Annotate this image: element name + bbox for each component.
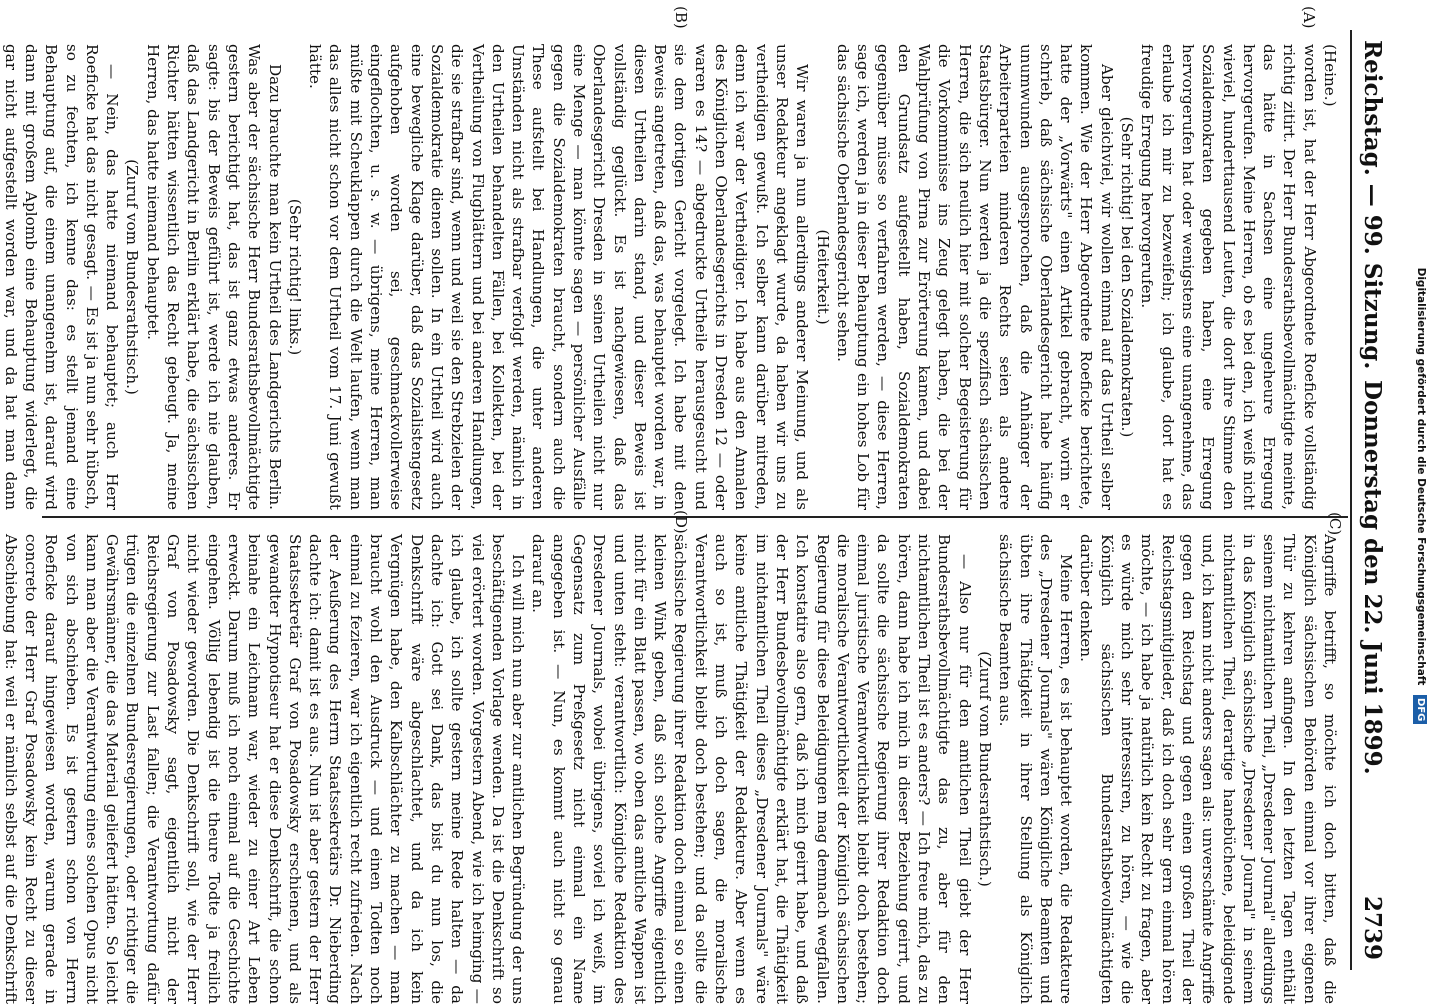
paragraph: Dazu brauchte man kein Urtheil des Landgerichts Berlin. Was aber der sächsische Herr Bundesrathsbevollmächtigte gestern berichtigt hat, das ist ganz etwas anderes. Er sagte: bis der Beweis geführt ist, werde ich nie glauben, daß das Landgericht in Berlin erklärt habe, die sächsischen Richter hätten wissentlich das Recht gebeugt. Ja, meine Herren, das hatte niemand behauptet. bbox=[143, 44, 284, 510]
header-session: Reichstag. — 99. Sitzung. bbox=[1359, 40, 1386, 370]
paragraph: Angriffe betrifft, so möchte ich doch bitten, daß die Königlich sächsischen Behörden einmal vor ihrer eigenen Thür zu kehren anfingen. In den letzten Tagen enthält seinem nichtamtlichen Theil, „Dresdener Journal" allerdings in das Königlich sächsische „Dresdener Journal" in seinem nichtamtlichen Theil, derartige hanebüchene, beleidigende und, ich kann nicht anders sagen als: unverschämte Angriffe gegen den Reichstag und gegen einen großen Theil der Reichstagsmitglieder, daß ich doch sehr gern einmal hören möchte, — ich habe ja natürlich kein Recht zu fragen, aber es würde mich sehr interessiren, zu hören, — wie die Königlich sächsischen Bundesrathsbevollmächtigten darüber denken. bbox=[1077, 534, 1339, 1004]
paragraph: Meine Herren, es ist behauptet worden, die Redakteure des „Dresdener Journals" wären Königliche Beamten und übten ihre Thätigkeit in ihrer Stellung als Königlich sächsische Beamten aus. bbox=[996, 534, 1076, 1004]
margin-marker-b: (B) bbox=[672, 6, 690, 29]
interjection: (Sehr richtig! links.) bbox=[285, 198, 304, 356]
paragraph: (Heine.) bbox=[1321, 44, 1339, 107]
funding-note bbox=[1408, 16, 1432, 976]
interjection: (Heiterkeit.) bbox=[813, 229, 832, 325]
interjection: (Zuruf vom Bundesrathstisch.) bbox=[123, 159, 142, 395]
paragraph: worden ist, hat der Herr Abgeordnete Roeficke vollständig richtig zitirt. Der Herr Bundesrathsbevollmächtigte meinte, das hätte in Sachsen eine ungeheure Erregung hervorgerufen. Meine Herren, ob es bei den, ich weiß nicht wieviel, hunderttausend Leuten, die dort ihre Stimme den Sozialdemokraten gegeben haben, eine Erregung hervorgerufen hat oder wenigstens eine unangenehme, das erlaube ich mir zu bezweifeln; ich glaube, dort hat es freudige Erregung hervorgerufen. bbox=[1138, 44, 1319, 510]
dfg-logo: DFG bbox=[1413, 695, 1427, 724]
paragraph: Aber gleichviel, wir wollen einmal auf das Urtheil selber kommen. Wie der Herr Abgeordnete Roeficke berichtete, hatte der „Vorwärts" einen Artikel gebracht, worin er schrieb, daß sächsische Oberlandesgericht habe häufig unumwunden ausgesprochen, daß die Anhänger der Arbeiterparteien minderen Rechts seien als andere Staatsbürger. Nun werden ja die spezifisch sächsischen Herren, die sich neulich hier mit solcher Begeisterung für die Vorkommnisse ins Zeug gelegt haben, die bei der Wahlprüfung von Pirna zur Erörterung kamen, und dabei den Grundsatz aufgestellt haben, Sozialdemokraten gegenüber müsse so verfahren werden, — diese Herren, sage ich, werden ja in dieser Behauptung ein hohes Lob für das sächsische Oberlandesgericht sehen. bbox=[833, 44, 1116, 510]
margin-marker-a: (A) bbox=[1300, 6, 1318, 29]
interjection: (Zuruf vom Bundesrathstisch.) bbox=[975, 651, 994, 887]
margin-marker-c: (C) bbox=[1326, 512, 1344, 536]
paragraph: Ich will mich nun aber zur amtlichen Begründung der uns beschäftigenden Vorlage wenden. Da ist die Denkschrift so viel erörtert worden. Vorgestern Abend, wie ich heimging — ich glaube, ich sollte gestern meine Rede halten — da dachte ich: Gott sei Dank, das bist du nun los, die Denkschrift wäre abgeschlachtet, und da ich kein Vergnügen habe, den Kalbschlächter zu machen — man braucht wohl den Ausdruck — und einen Todten noch einmal zu fezieren, war ich eigentlich recht zufrieden. Nach der Aeußerung des Herrn Staatssekretärs Dr. Nieberding dachte ich: damit ist es aus. Nun ist aber gestern der Herr Staatssekretär Graf von Posadowsky erschienen, und als gewandter Hypnotiseur hat er diese Denkschrift, die schon beinahe ein Leichnam war, wieder zu einer Art Leben erweckt. Darum muß ich noch einmal auf die Geschichte eingehen. Völlig lebendig ist die theure Todte ja freilich nicht wieder geworden. Die Denkschrift soll, wie der Herr Graf von Posadowsky sagt, eigentlich nicht der Reichsregierung zur Last fallen; die Verantwortung dafür trügen die einzelnen Bundesregierungen, oder richtiger die Gewährsmänner, die das Material geliefert hätten. So leicht kann man aber die Verantwortung eines solchen Opus nicht von sich abschieben. Es ist gestern schon von Herrn Roeficke darauf hingewiesen worden, warum gerade in concreto der Herr Graf Posadowsky kein Recht zu dieser Abschiebung hat: weil er nämlich selbst auf die Denkschrift bbox=[1, 534, 528, 1004]
column-divider bbox=[42, 516, 1348, 518]
paragraph: Wir waren ja nun allerdings anderer Meinung, und als unser Redakteur angeklagt wurde, da haben wir uns zu vertheidigen gewußt. Ich selber kann darüber mitreden, denn ich war der Vertheidiger. Ich habe aus den Annalen des Königlichen Oberlandesgerichts in Dresden 12 — oder waren es 14? — abgedruckte Urtheile herausgesucht und sie dem dortigen Gericht vorgelegt. Ich habe mit den Beweis angetreten, daß das, was behauptet worden war, in diesen Urtheilen darin stand, und dieser Beweis ist vollständig geglückt. Es ist nachgewiesen, daß das Oberlandesgericht Dresden in seinen Urtheilen nicht nur eine Menge — man könnte sagen — persönlicher Ausfälle gegen die Sozialdemokraten braucht, sondern auch die These aufstellt bei Handlungen, die unter anderen Umständen nicht als strafbar verfolgt werden, nämlich in den Urtheilen behandelten Fällen, bei Kollekten, bei der Vertheilung von Flugblättern und bei anderen Handlungen, die sie strafbar sind, wenn und weil sie den Strebzielen der Sozialdemokratie dienen sollen. In ein Urtheil wird auch eine bewegliche Klage darüber, daß das Sozialistengesetz aufgehoben worden sei, geschmackvollerweise eingeflochten, u. s. w. — übrigens, meine Herren, man müßte mit Scheuklappen durch die Welt laufen, wenn man das alles nicht schon vor dem Urtheil vom 17. Juni gewußt hätte. bbox=[306, 44, 812, 510]
rotated-newspaper-page bbox=[1, 0, 1410, 1004]
header-date: Donnerstag den 22. Juni 1899. bbox=[1359, 380, 1386, 775]
margin-marker-d: (D) bbox=[672, 510, 690, 534]
paragraph: — Nein, das hatte niemand behauptet; auch Herr Roeficke hat das nicht gesagt. — Es ist ja nun sehr hübsch, so zu fechten, ich kenne das: es stellt jemand eine Behauptung auf, die einem unangenehm ist, darauf wird dann mit großem Aplomb eine Behauptung widerlegt, die gar nicht aufgestellt worden war, und da hat man dann bbox=[1, 44, 122, 510]
left-text-column bbox=[0, 44, 1340, 510]
paragraph: — Also nur für den amtlichen Theil giebt der Herr Bundesrathsbevollmächtigte das zu, aber für den nichtamtlichen Theil ist es anders? — Ich freue mich, das zu hören, dann habe ich mich in dieser Beziehung geirrt, und da sollte die sächsische Regierung ihrer Redaktion doch einmal juristische Verantwortlichkeit bleibt doch bestehen; die moralische Verantwortlichkeit der Königlich sächsischen Regierung für diese Beleidigungen mag demnach wegfallen. Ich konstatire also gern, daß ich mich geirrt habe, und daß der Herr Bundesbevollmächtigte erklärt hat, die Thätigkeit im nichtamtlichen Theil dieses „Dresdener Journals" wäre keine amtliche Thätigkeit der Redakteure. Aber wenn es auch so ist, muß ich doch sagen, die moralische Verantwortlichkeit bleibt doch bestehen; und da sollte die sächsische Regierung ihrer Redaktion doch einmal so einen kleinen Wink geben, daß sich solche Angriffe eigentlich nicht für ein Blatt passen, wo oben das amtliche Wappen ist und unten steht: verantwortlich: Königliche Redaktion des Dresdener Journals, wobei übrigens, soviel ich weiß, im Gegensatz zum Preßgesetz nicht einmal ein Name angegeben ist. — Nun, es kommt auch nicht so genau darauf an. bbox=[529, 534, 974, 1004]
header-rule bbox=[1350, 30, 1352, 970]
page-header bbox=[1346, 40, 1386, 960]
interjection: (Sehr richtig! bei den Sozialdemokraten.) bbox=[1118, 116, 1137, 438]
page-number: 2739 bbox=[1359, 895, 1386, 960]
right-text-column bbox=[0, 534, 1340, 1004]
funding-note-text: Digitalisierung gefördert durch die Deutsche Forschungsgemeinschaft bbox=[1415, 267, 1427, 686]
